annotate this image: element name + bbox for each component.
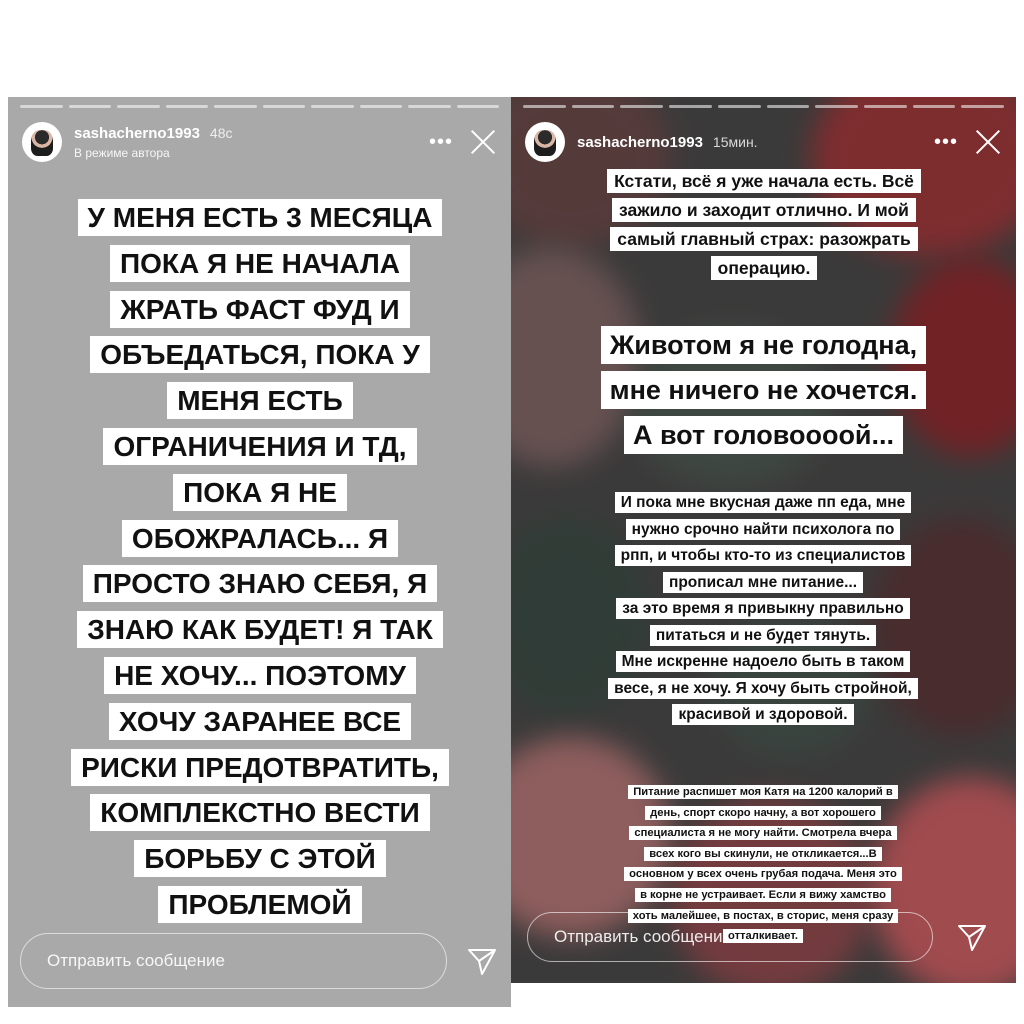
username[interactable]: sashacherno1993 [74,124,200,142]
text-line: ОБЪЕДАТЬСЯ, ПОКА У [90,336,429,373]
progress-segment [311,105,354,108]
story-text-block-3 [543,490,983,729]
story-text-block-2 [541,323,986,458]
text-line: самый главный страх: разожрать [610,227,917,251]
progress-segment [117,105,160,108]
text-line: И пока мне вкусная даже пп еда, мне [615,492,912,513]
story-text-block-1 [549,167,979,283]
text-line: весе, я не хочу. Я хочу быть стройной, [608,678,918,699]
text-line: А вот головоооой... [624,416,903,454]
story-text-block-4 [551,782,975,947]
progress-segment [767,105,810,108]
progress-segment [718,105,761,108]
story-time: 15мин. [712,133,758,150]
progress-segment [961,105,1004,108]
story-left [8,97,511,1007]
progress-segment [166,105,209,108]
text-line: зажило и заходит отлично. И мой [612,198,916,222]
progress-segment [523,105,566,108]
text-line: ЗНАЮ КАК БУДЕТ! Я ТАК [77,611,443,648]
text-line: день, спорт скоро начну, а вот хорошего [645,806,881,820]
text-line: ПОКА Я НЕ [173,474,347,511]
progress-segment [620,105,663,108]
text-line: всех кого вы скинули, не откликается...В [644,847,881,861]
text-line: хоть малейшее, в постах, в сторис, меня сразу [628,909,898,923]
text-line: ПРОСТО ЗНАЮ СЕБЯ, Я [83,565,437,602]
message-input[interactable] [20,933,447,989]
story-right [511,97,1016,983]
message-bar [20,933,499,989]
text-line: ХОЧУ ЗАРАНЕЕ ВСЕ [109,703,411,740]
text-line: специалиста я не могу найти. Смотрела вчера [629,826,896,840]
text-line: красивой и здоровой. [672,704,853,725]
text-line: ПРОБЛЕМОЙ [158,886,361,923]
progress-segment [572,105,615,108]
progress-segment [815,105,858,108]
text-line: ПОКА Я НЕ НАЧАЛА [110,245,410,282]
story-header [525,119,1002,165]
text-line: ОГРАНИЧЕНИЯ И ТД, [103,428,416,465]
progress-segment [214,105,257,108]
story-progress [523,105,1004,108]
text-line: ОБОЖРАЛАСЬ... Я [122,520,398,557]
story-progress [20,105,499,108]
avatar[interactable] [22,122,62,162]
text-line: отталкивает. [723,929,803,943]
text-line: БОРЬБУ С ЭТОЙ [134,840,386,877]
text-line: за это время я привыкну правильно [616,598,909,619]
text-line: Мне искренне надоело быть в таком [616,651,911,672]
progress-segment [669,105,712,108]
more-dots-icon[interactable]: ••• [428,131,453,153]
progress-segment [913,105,956,108]
text-line: МЕНЯ ЕСТЬ [167,382,353,419]
text-line: операцию. [711,256,818,280]
text-line: ЖРАТЬ ФАСТ ФУД И [110,291,409,328]
story-header [22,119,497,165]
text-line: основном у всех очень грубая подача. Меня это [624,867,902,881]
progress-segment [408,105,451,108]
text-line: питаться и не будет тянуть. [650,625,876,646]
text-line: РИСКИ ПРЕДОТВРАТИТЬ, [71,749,449,786]
text-line: КОМПЛЕКСТНО ВЕСТИ [90,794,429,831]
text-line: Животом я не голодна, [601,326,926,364]
username[interactable]: sashacherno1993 [577,133,703,151]
close-icon[interactable] [469,128,497,156]
progress-segment [457,105,500,108]
more-dots-icon[interactable]: ••• [933,131,958,153]
progress-segment [360,105,403,108]
avatar[interactable] [525,122,565,162]
text-line: Питание распишет моя Катя на 1200 калорий в [628,785,898,799]
text-line: У МЕНЯ ЕСТЬ 3 МЕСЯЦА [78,199,443,236]
close-icon[interactable] [974,128,1002,156]
text-line: мне ничего не хочется. [601,371,927,409]
text-line: нужно срочно найти психолога по [626,519,901,540]
send-icon[interactable] [465,944,499,978]
text-line: Кстати, всё я уже начала есть. Всё [607,169,921,193]
author-mode-label: В режиме автора [74,145,170,160]
text-line: рпп, и чтобы кто-то из специалистов [615,545,912,566]
progress-segment [69,105,112,108]
text-line: в корне не устраивает. Если я вижу хамство [635,888,891,902]
progress-segment [864,105,907,108]
story-time: 48с [209,124,233,141]
text-line: прописал мне питание... [663,572,863,593]
progress-segment [20,105,63,108]
text-line: НЕ ХОЧУ... ПОЭТОМУ [104,657,416,694]
progress-segment [263,105,306,108]
story-text [30,195,490,928]
